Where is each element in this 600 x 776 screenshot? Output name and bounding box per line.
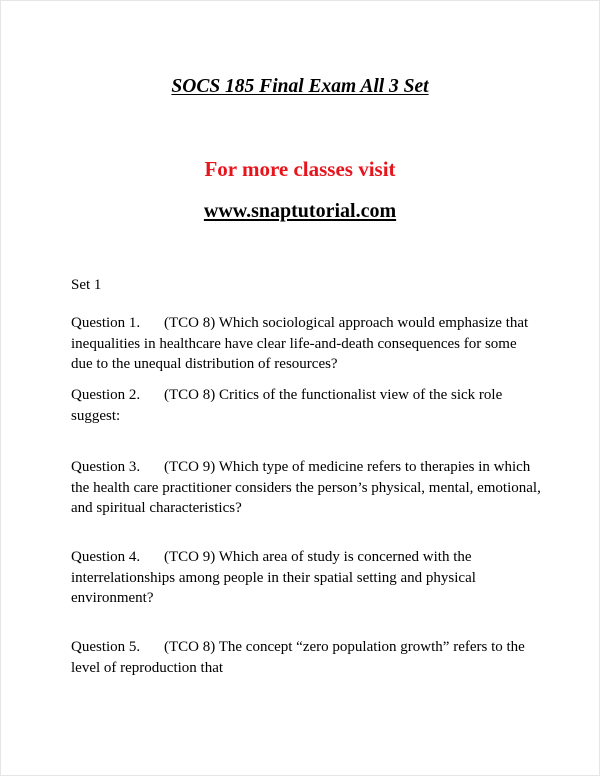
question-text: (TCO 9) Which area of study is concerned with the interrelationships among people in their spatial setting and physical environment? xyxy=(71,549,476,606)
website-link[interactable]: www.snaptutorial.com xyxy=(203,200,397,222)
question-number: Question 2. xyxy=(71,387,141,403)
question-text: (TCO 8) Which sociological approach would emphasize that inequalities in healthcare have clear life-and-death consequences for some due to the unequal distribution of resources? xyxy=(71,315,529,372)
question-3 xyxy=(71,457,541,519)
question-text: (TCO 9) Which type of medicine refers to therapies in which the health care practitioner considers the person’s physical, mental, emotional, and spiritual characteristics? xyxy=(71,459,541,516)
promo-text: For more classes visit xyxy=(204,157,396,181)
set-label: Set 1 xyxy=(71,277,102,293)
question-1 xyxy=(71,313,541,375)
question-number: Question 5. xyxy=(71,639,141,655)
document-title: SOCS 185 Final Exam All 3 Set xyxy=(171,76,429,97)
question-number: Question 1. xyxy=(71,315,141,331)
question-number: Question 3. xyxy=(71,459,141,475)
question-number: Question 4. xyxy=(71,549,141,565)
question-text: (TCO 8) Critics of the functionalist view of the sick role suggest: xyxy=(71,387,503,424)
question-2 xyxy=(71,385,541,426)
question-5 xyxy=(71,637,541,678)
question-4 xyxy=(71,547,541,609)
question-text: (TCO 8) The concept “zero population growth” refers to the level of reproduction that xyxy=(71,639,525,676)
